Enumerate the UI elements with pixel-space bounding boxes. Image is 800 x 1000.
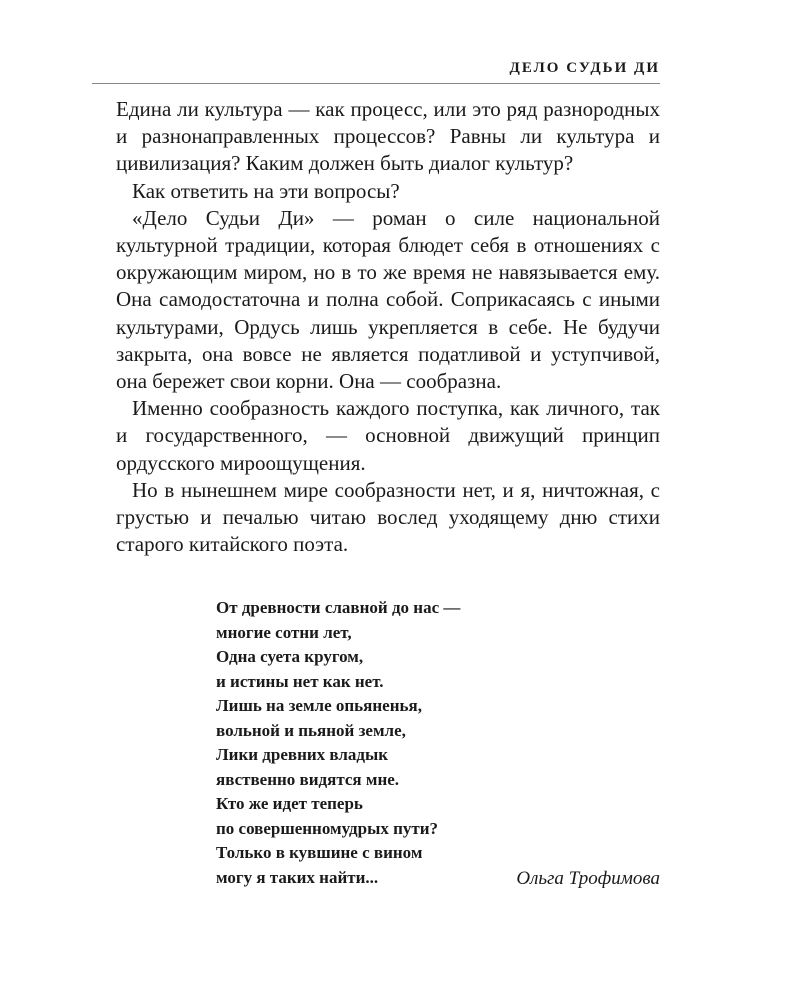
running-header: ДЕЛО СУДЬИ ДИ	[509, 60, 660, 76]
poem-line: Лики древних владык	[216, 745, 389, 764]
poem-line: От древности славной до нас —	[216, 598, 461, 617]
paragraph: Но в нынешнем мире сообразности нет, и я, ничтожная, с грустью и печалью читаю вослед уходящему дню стихи старого китайского поэта.	[116, 477, 660, 557]
paragraph: «Дело Судьи Ди» — роман о силе национальной культурной традиции, которая блюдет себя в отношениях с окружающим миром, но в то же время не навязывается ему. Она самодостаточна и полна собой. Соприкасаясь с иными культурами, Ордусь лишь укрепляется в себе. Не будучи закрыта, она вовсе не является податливой и уступчивой, она бережет свои корни. Она — сообразна.	[116, 205, 660, 394]
paragraph: Именно сообразность каждого поступка, как личного, так и государственного, — основной движущий принцип ордусского мироощущения.	[116, 396, 660, 475]
poem-line: вольной и пьяной земле,	[216, 720, 406, 740]
body-text	[116, 96, 660, 558]
header-rule	[92, 83, 660, 84]
poem-line: Кто же идет теперь	[216, 794, 363, 813]
author-signature: Ольга Трофимова	[516, 868, 660, 889]
poem-line: и истины нет как нет.	[216, 671, 384, 691]
poem-line: Лишь на земле опьяненья,	[216, 696, 422, 715]
poem-line: Одна суета кругом,	[216, 647, 364, 666]
poem-line: могу я таких найти...	[216, 867, 379, 887]
poem-line: по совершенномудрых пути?	[216, 818, 439, 838]
poem-line: явственно видятся мне.	[216, 769, 400, 789]
paragraph: Едина ли культура — как процесс, или это ряд разнородных и разнонаправленных процессов? Равны ли культура и цивилизация? Каким должен быть диалог культур?	[116, 97, 660, 176]
paragraph: Как ответить на эти вопросы?	[132, 178, 400, 203]
poem-line: Только в кувшине с вином	[216, 843, 423, 862]
poem-line: многие сотни лет,	[216, 622, 352, 642]
poem	[216, 596, 460, 890]
